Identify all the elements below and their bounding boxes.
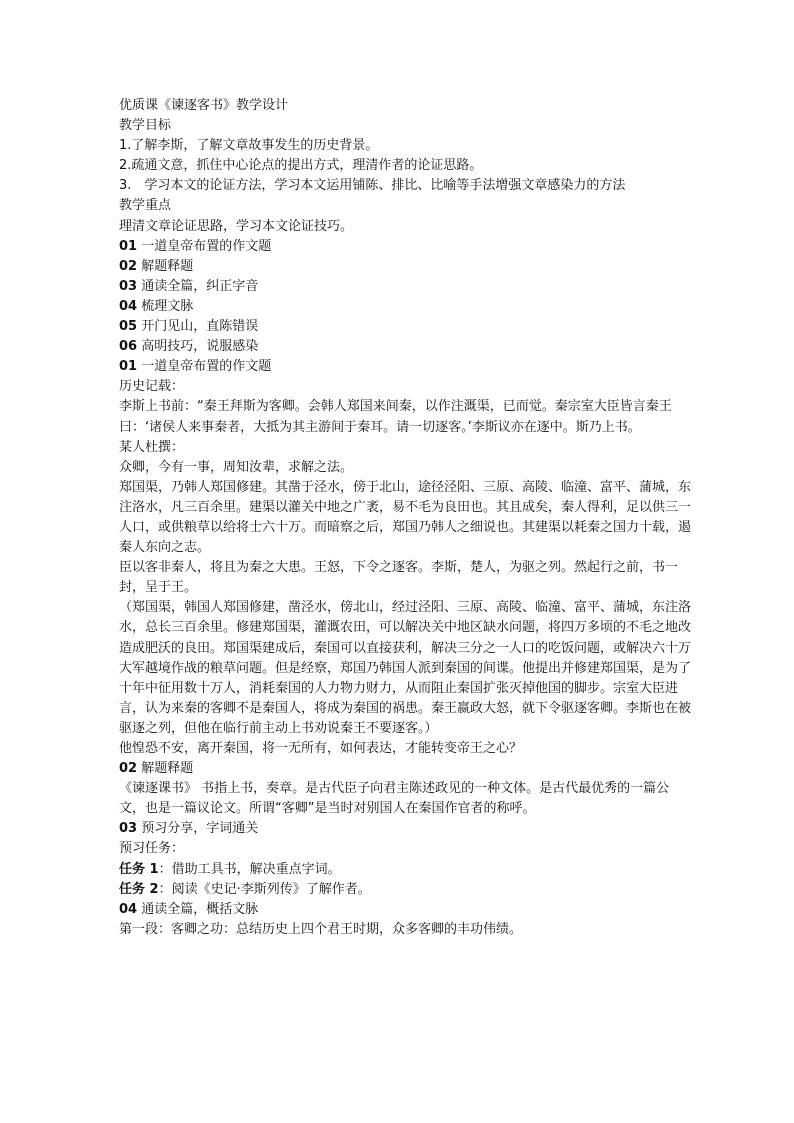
outline-text: 通读全篇，纠正字音 (137, 278, 259, 294)
key-point: 理清文章论证思路，学习本文论证技巧。 (119, 218, 354, 234)
preview-task-1 (119, 860, 691, 880)
section-heading-01 (119, 357, 691, 377)
paragraph-summary-1: 第一段：客卿之功：总结历史上四个君王时期，众多客卿的丰功伟绩。 (119, 921, 523, 937)
outline-number: 06 (119, 339, 138, 355)
history-label: 历史记载： (119, 379, 185, 395)
section-heading-text: 预习分享，字词通关 (137, 821, 259, 837)
heading-teaching-goals: 教学目标 (119, 118, 172, 134)
section-heading-text: 通读全篇，概括文脉 (137, 901, 259, 917)
outline-number: 02 (119, 258, 138, 274)
fiction-paragraph-2: 郑国渠，乃韩人郑国修建。其凿于泾水，傍于北山，途径泾阳、三原、高陵、临潼、富平、蒲城，东注洛水，凡三百余里。建渠以灌关中地之广袤，易不毛为良田也。其且成矣，秦人得利，足以供三一人口，或供粮草以给将士六十万。而暗察之后，郑国乃韩人之细说也。其建渠以耗秦之国力十载，遏秦人东向之志。 (119, 479, 692, 556)
title-explanation-paragraph: 《谏逐课书》 书指上书，奏章。是古代臣子向君主陈述政见的一种文体。是古代最优秀的一篇公文，也是一篇议论文。所谓“客卿”是当时对别国人在秦国作官者的称呼。 (119, 781, 670, 817)
document-title: 优质课《谏逐客书》教学设计 (119, 98, 289, 113)
task-number: 任务 1 (119, 861, 159, 877)
section-heading-text: 一道皇帝布置的作文题 (137, 359, 272, 375)
section-number: 02 (119, 761, 138, 777)
outline-text: 梳理文脉 (137, 298, 194, 314)
outline-text: 开门见山，直陈错误 (137, 319, 259, 335)
outline-number: 03 (119, 278, 138, 294)
section-heading-03 (119, 819, 691, 839)
outline-item-5 (119, 317, 691, 337)
task-text: ：借助工具书，解决重点字词。 (158, 861, 341, 877)
outline-number: 01 (119, 238, 138, 254)
outline-text: 一道皇帝布置的作文题 (137, 238, 272, 254)
question-paragraph: 他惶恐不安，离开秦国，将一无所有，如何表达，才能转变帝王之心？ (119, 741, 523, 756)
goal-3: 3. 学习本文的论证方法，学习本文运用铺陈、排比、比喻等手法增强文章感染力的方法 (119, 178, 626, 194)
outline-item-2 (119, 257, 691, 277)
outline-item-1 (119, 237, 691, 257)
goal-2: 2.疏通文意，抓住中心论点的提出方式，理清作者的论证思路。 (119, 158, 483, 174)
outline-item-3 (119, 277, 691, 297)
explanation-paragraph: （郑国渠，韩国人郑国修建，凿泾水，傍北山，经过泾阳、三原、高陵、临潼、富平、蒲城，东注洛水，总长三百余里。修建郑国渠，灌溉农田，可以解决关中地区缺水问题，将四万多顷的不毛之地改造成肥沃的良田。郑国渠建成后，秦国可以直接获利，解决三分之一人口的吃饭问题，或解决六十万大军越境作战的粮草问题。但是经察，郑国乃韩国人派到秦国的间谍。他提出并修建郑国渠，是为了十年中征用数十万人，消耗秦国的人力物力财力，从而阻止秦国扩张灭掉他国的脚步。宗室大臣进言，认为来秦的客卿不是秦国人，将成为秦国的祸患。秦王嬴政大怒，就下令驱逐客卿。李斯也在被驱逐之列，但他在临行前主动上书劝说秦王不要逐客。） (119, 600, 692, 736)
section-heading-04 (119, 900, 691, 920)
outline-item-6 (119, 337, 691, 357)
section-number: 04 (119, 901, 138, 917)
section-heading-02 (119, 759, 691, 779)
history-paragraph: 李斯上书前：“秦王拜斯为客卿。会韩人郑国来间秦，以作注溉渠，已而觉。秦宗室大臣皆言秦王曰：‘诸侯人来事秦者，大抵为其主游间于秦耳。请一切逐客。’李斯议亦在逐中。斯乃上书。 (119, 399, 672, 435)
section-number: 03 (119, 821, 138, 837)
task-number: 任务 2 (119, 881, 159, 897)
section-number: 01 (119, 359, 138, 375)
heading-teaching-key-points: 教学重点 (119, 198, 172, 214)
goal-1: 1.了解李斯，了解文章故事发生的历史背景。 (119, 138, 379, 154)
preview-label: 预习任务： (119, 841, 185, 857)
outline-text: 高明技巧，说服感染 (137, 339, 259, 355)
document-body (119, 96, 691, 940)
fiction-paragraph-3: 臣以客非秦人，将且为秦之大患。王怒，下令之逐客。李斯，楚人，为驱之列。然起行之前，书一封，呈于王。 (119, 560, 679, 596)
task-text: ：阅读《史记·李斯列传》了解作者。 (158, 881, 371, 897)
outline-item-4 (119, 297, 691, 317)
outline-text: 解题释题 (137, 258, 194, 274)
outline-number: 05 (119, 319, 138, 335)
fiction-paragraph-1: 众卿，今有一事，周知汝辈，求解之法。 (119, 459, 354, 475)
fiction-label: 某人杜撰： (119, 439, 185, 455)
outline-number: 04 (119, 298, 138, 314)
preview-task-2 (119, 880, 691, 900)
section-heading-text: 解题释题 (137, 761, 194, 777)
